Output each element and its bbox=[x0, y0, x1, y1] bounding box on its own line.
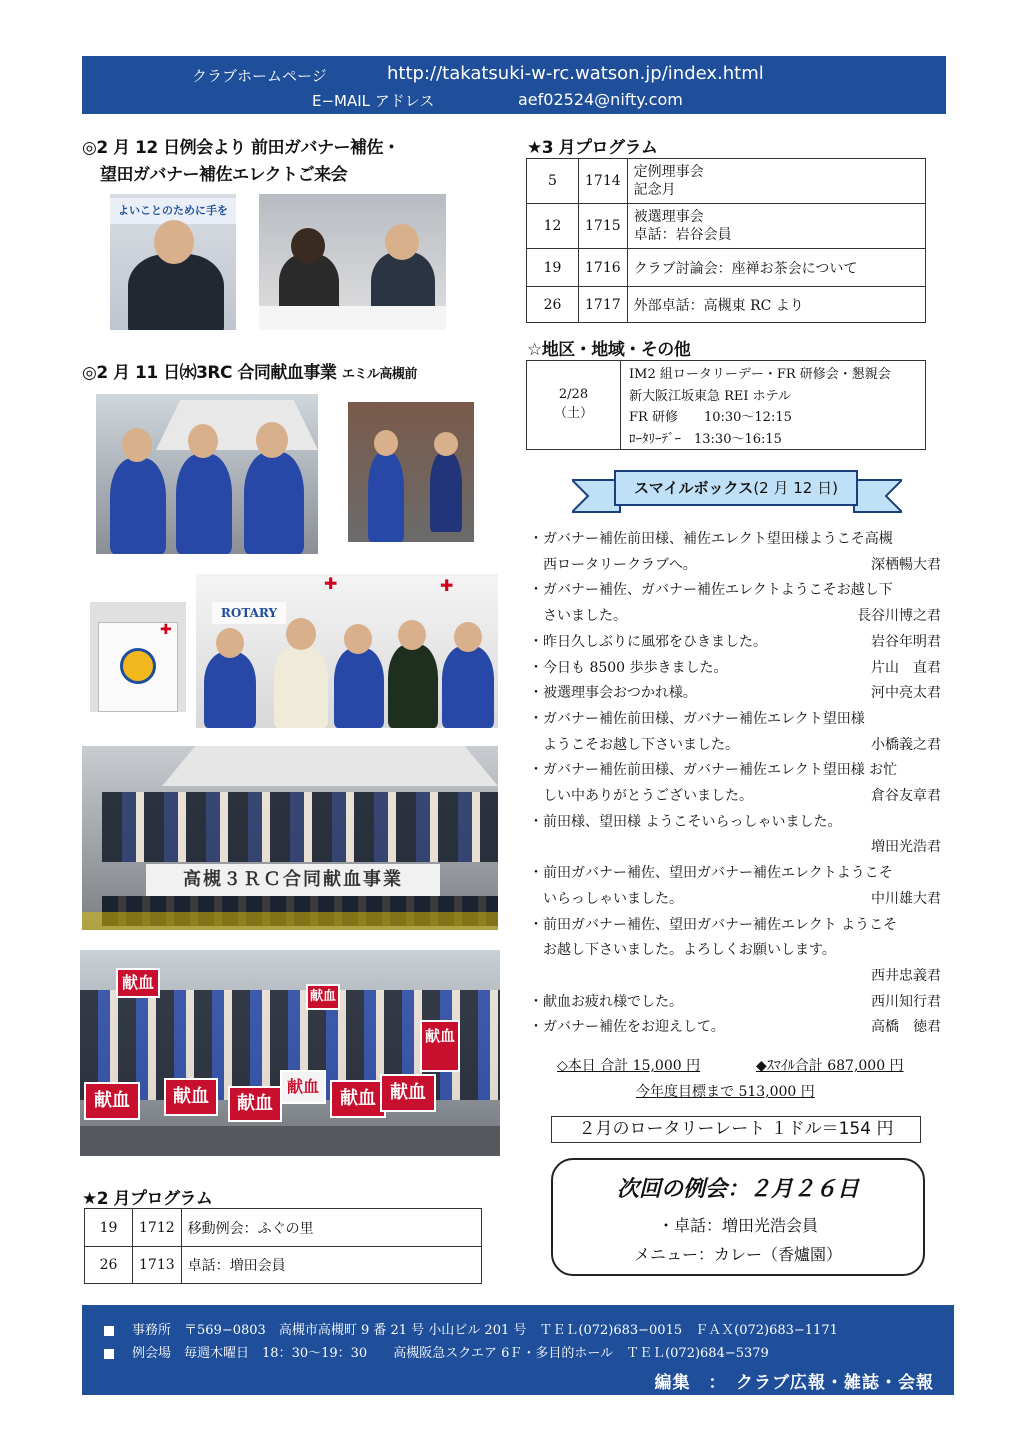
footer-bar bbox=[82, 1305, 954, 1395]
smile-text: ・昨日久しぶりに風邪をひきました。 bbox=[529, 633, 767, 650]
smile-text: さいました。 bbox=[529, 608, 627, 625]
next-meeting-title: 次回の例会：２月２６日 bbox=[616, 1177, 859, 1202]
list-item bbox=[529, 759, 949, 783]
smile-box-banner bbox=[572, 470, 902, 514]
smile-box-title: スマイルボックス bbox=[634, 479, 754, 497]
program-day: 19 bbox=[85, 1209, 133, 1247]
email-link[interactable]: aef02524@nifty.com bbox=[518, 90, 683, 109]
sign-blood-1: 献血 bbox=[116, 968, 160, 998]
list-item bbox=[529, 939, 949, 963]
smile-name: 中川雄大君 bbox=[871, 890, 941, 907]
photo-group-signs bbox=[80, 950, 500, 1156]
smile-text: ・今日も 8500 歩歩きました。 bbox=[529, 659, 728, 676]
smile-text: ・前田ガバナー補佐、望田ガバナー補佐エレクトようこそ bbox=[529, 865, 893, 882]
sign-blood-8: 献血 bbox=[330, 1080, 386, 1118]
smile-name: 片山 直君 bbox=[871, 659, 941, 676]
smile-text: ・ガバナー補佐をお迎えして。 bbox=[529, 1019, 725, 1036]
sign-blood-9: 献血 bbox=[380, 1074, 436, 1112]
venue-line bbox=[104, 1342, 769, 1361]
smile-text: ・前田様、望田様 ようこそいらっしゃいました。 bbox=[529, 813, 842, 830]
list-item bbox=[529, 914, 949, 938]
program-content: 卓話：増田会員 bbox=[181, 1247, 481, 1284]
next-meeting-box bbox=[551, 1158, 925, 1276]
program-day: 5 bbox=[527, 159, 579, 204]
district-date: 2/28 bbox=[558, 387, 589, 402]
smile-text: ・ガバナー補佐前田様、ガバナー補佐エレクト望田様 お忙 bbox=[529, 762, 898, 779]
sign-blood-2: 献血 bbox=[306, 984, 340, 1010]
march-program-table bbox=[526, 158, 926, 323]
district-line: ﾛｰﾀﾘｰﾃﾞｰ 13:30～16:15 bbox=[629, 431, 782, 447]
district-box bbox=[526, 360, 926, 450]
program-content: クラブ討論会：座禅お茶会について bbox=[627, 249, 925, 287]
list-item bbox=[529, 708, 949, 732]
program-line: 記念月 bbox=[633, 182, 676, 198]
smile-text: お越し下さいました。よろしくお願いします。 bbox=[529, 942, 836, 959]
visit-title-line1: ◎2 月 12 日例会より 前田ガバナー補佐・ bbox=[82, 138, 400, 158]
smile-name: 西井忠義君 bbox=[871, 967, 941, 984]
smile-name: 西川知行君 bbox=[871, 993, 941, 1010]
district-line: 新大阪江坂東急 REI ホテル bbox=[629, 388, 792, 404]
smile-total: ◆ｽﾏｲﾙ合計 687,000 円 bbox=[756, 1058, 904, 1074]
district-line: IM2 組ロータリーデー・FR 研修会・懇親会 bbox=[629, 367, 891, 382]
header-bar bbox=[82, 56, 946, 114]
program-day: 26 bbox=[85, 1247, 133, 1284]
list-item bbox=[529, 888, 949, 912]
smile-text: しい中ありがとうございました。 bbox=[529, 788, 753, 804]
venue-info: 毎週木曜日 18：30～19：30 高槻阪急スクエア 6Ｆ・多目的ホール ＴＥＬ(072)684−5379 bbox=[184, 1346, 769, 1361]
list-item bbox=[529, 605, 949, 629]
feb-program-table bbox=[84, 1208, 482, 1284]
program-line: 被選理事会 bbox=[633, 209, 704, 225]
homepage-url-link[interactable]: http://takatsuki-w-rc.watson.jp/index.html bbox=[387, 63, 764, 84]
photo-blood-volunteers bbox=[96, 394, 318, 554]
smile-name: 岩谷年明君 bbox=[871, 633, 941, 650]
list-item bbox=[529, 682, 949, 706]
program-number: 1714 bbox=[579, 159, 628, 204]
district-title: ☆地区・地域・その他 bbox=[527, 340, 691, 360]
blood-title-place: エミル高槻前 bbox=[341, 367, 417, 382]
group-banner-text: 高槻３ＲＣ合同献血事業 bbox=[146, 864, 440, 896]
smile-name: 河中亮太君 bbox=[871, 685, 941, 702]
list-item bbox=[529, 734, 949, 758]
list-item bbox=[529, 862, 949, 886]
rotary-rate: ２月のロータリーレート １ドル＝154 円 bbox=[551, 1116, 921, 1143]
sign-blood-3: 献血 bbox=[420, 1020, 460, 1072]
list-item bbox=[529, 1016, 949, 1040]
program-number: 1717 bbox=[579, 287, 628, 323]
program-content: 移動例会：ふぐの里 bbox=[181, 1209, 481, 1247]
photo-rotary-group: ROTARY ✚ ✚ bbox=[196, 574, 498, 728]
smile-name: 高橋 徳君 bbox=[871, 1019, 941, 1036]
smile-name: 増田光浩君 bbox=[871, 839, 941, 856]
program-content bbox=[627, 204, 925, 249]
list-item bbox=[529, 554, 949, 578]
district-line: FR 研修 10:30～12:15 bbox=[629, 410, 792, 425]
rotary-sign: ROTARY bbox=[212, 602, 286, 624]
email-label: E−MAIL アドレス bbox=[312, 92, 435, 110]
photo-governor-speech bbox=[110, 194, 236, 330]
smile-text: ・ガバナー補佐、ガバナー補佐エレクトようこそお越し下 bbox=[529, 582, 893, 599]
square-bullet-icon bbox=[104, 1326, 114, 1336]
photo-blood-street bbox=[348, 402, 474, 542]
program-number: 1715 bbox=[579, 204, 628, 249]
blood-title bbox=[82, 358, 417, 383]
program-number: 1716 bbox=[579, 249, 628, 287]
program-content bbox=[627, 159, 925, 204]
homepage-label: クラブホームページ bbox=[192, 67, 327, 85]
photo-large-group-banner bbox=[82, 746, 498, 930]
sign-blood-6: 献血 bbox=[228, 1086, 282, 1122]
march-program-title: ★3 月プログラム bbox=[527, 138, 658, 158]
smile-name: 深栖暢大君 bbox=[871, 556, 941, 573]
program-number: 1712 bbox=[133, 1209, 182, 1247]
photo-banner-text: よいことのために手を bbox=[110, 198, 236, 224]
program-day: 19 bbox=[527, 249, 579, 287]
list-item bbox=[529, 785, 949, 809]
office-label: 事務所 bbox=[132, 1323, 172, 1338]
office-address: 〒569−0803 高槻市高槻町 9 番 21 号 小山ビル 201 号 ＴＥＬ(072)683−0015 ＦＡＸ(072)683−1171 bbox=[184, 1323, 838, 1338]
program-day: 12 bbox=[527, 204, 579, 249]
smile-text: ・ガバナー補佐前田様、補佐エレクト望田様ようこそ高槻 bbox=[529, 531, 893, 547]
list-item bbox=[529, 657, 949, 681]
editor-credit: 編集 ： クラブ広報・雑誌・会報 bbox=[654, 1373, 934, 1393]
smile-text: ようこそお越し下さいました。 bbox=[529, 736, 739, 753]
list-item bbox=[529, 579, 949, 603]
list-item bbox=[529, 965, 949, 989]
district-date-cell bbox=[527, 361, 621, 449]
list-item bbox=[529, 528, 949, 552]
sign-blood-4: 献血 bbox=[84, 1082, 140, 1120]
blood-title-text: ◎2 月 11 日㈬3RC 合同献血事業 bbox=[82, 363, 337, 383]
smile-text: 西ロータリークラブへ。 bbox=[529, 556, 697, 573]
list-item bbox=[529, 836, 949, 860]
table-row bbox=[527, 249, 926, 287]
smile-text: ・献血お疲れ様でした。 bbox=[529, 993, 683, 1010]
visit-title-line2: 望田ガバナー補佐エレクトご来会 bbox=[100, 165, 348, 185]
program-line: 定例理事会 bbox=[633, 164, 704, 180]
sign-blood-7: 献血 bbox=[280, 1070, 326, 1104]
smile-name: 長谷川博之君 bbox=[857, 608, 941, 625]
next-meeting-speech: ・卓話：増田光浩会員 bbox=[657, 1216, 818, 1235]
smile-name: 倉谷友章君 bbox=[871, 788, 941, 804]
list-item bbox=[529, 631, 949, 655]
program-day: 26 bbox=[527, 287, 579, 323]
photo-rotary-tent: ✚ bbox=[90, 602, 186, 712]
program-line: 卓話：岩谷会員 bbox=[633, 227, 732, 243]
program-content: 外部卓話：高槻東 RC より bbox=[627, 287, 925, 323]
square-bullet-icon bbox=[104, 1349, 114, 1359]
feb-program-title: ★2 月プログラム bbox=[82, 1189, 213, 1209]
district-details bbox=[629, 364, 891, 450]
table-row bbox=[85, 1209, 482, 1247]
smile-text: いらっしゃいました。 bbox=[529, 890, 683, 907]
smile-box-date: (2 月 12 日) bbox=[753, 479, 838, 497]
table-row bbox=[527, 159, 926, 204]
remaining-goal: 今年度目標まで 513,000 円 bbox=[636, 1084, 815, 1100]
table-row bbox=[527, 204, 926, 249]
smile-text: ・被選理事会おつかれ様。 bbox=[529, 685, 697, 702]
district-weekday: （土） bbox=[553, 406, 593, 421]
program-number: 1713 bbox=[133, 1247, 182, 1284]
list-item bbox=[529, 811, 949, 835]
next-meeting-menu: メニュー：カレー（香爐園） bbox=[633, 1245, 842, 1264]
today-total: ◇本日 合計 15,000 円 bbox=[557, 1058, 701, 1074]
venue-label: 例会場 bbox=[132, 1346, 172, 1361]
table-row bbox=[527, 287, 926, 323]
photo-guests-table bbox=[259, 194, 446, 330]
list-item bbox=[529, 991, 949, 1015]
smile-box-tag bbox=[614, 470, 858, 506]
smile-text: ・前田ガバナー補佐、望田ガバナー補佐エレクト ようこそ bbox=[529, 916, 898, 933]
office-line bbox=[104, 1319, 838, 1338]
table-row bbox=[85, 1247, 482, 1284]
sign-blood-5: 献血 bbox=[164, 1078, 218, 1116]
smile-text: ・ガバナー補佐前田様、ガバナー補佐エレクト望田様 bbox=[529, 710, 865, 727]
smile-name: 小橋義之君 bbox=[871, 736, 941, 753]
